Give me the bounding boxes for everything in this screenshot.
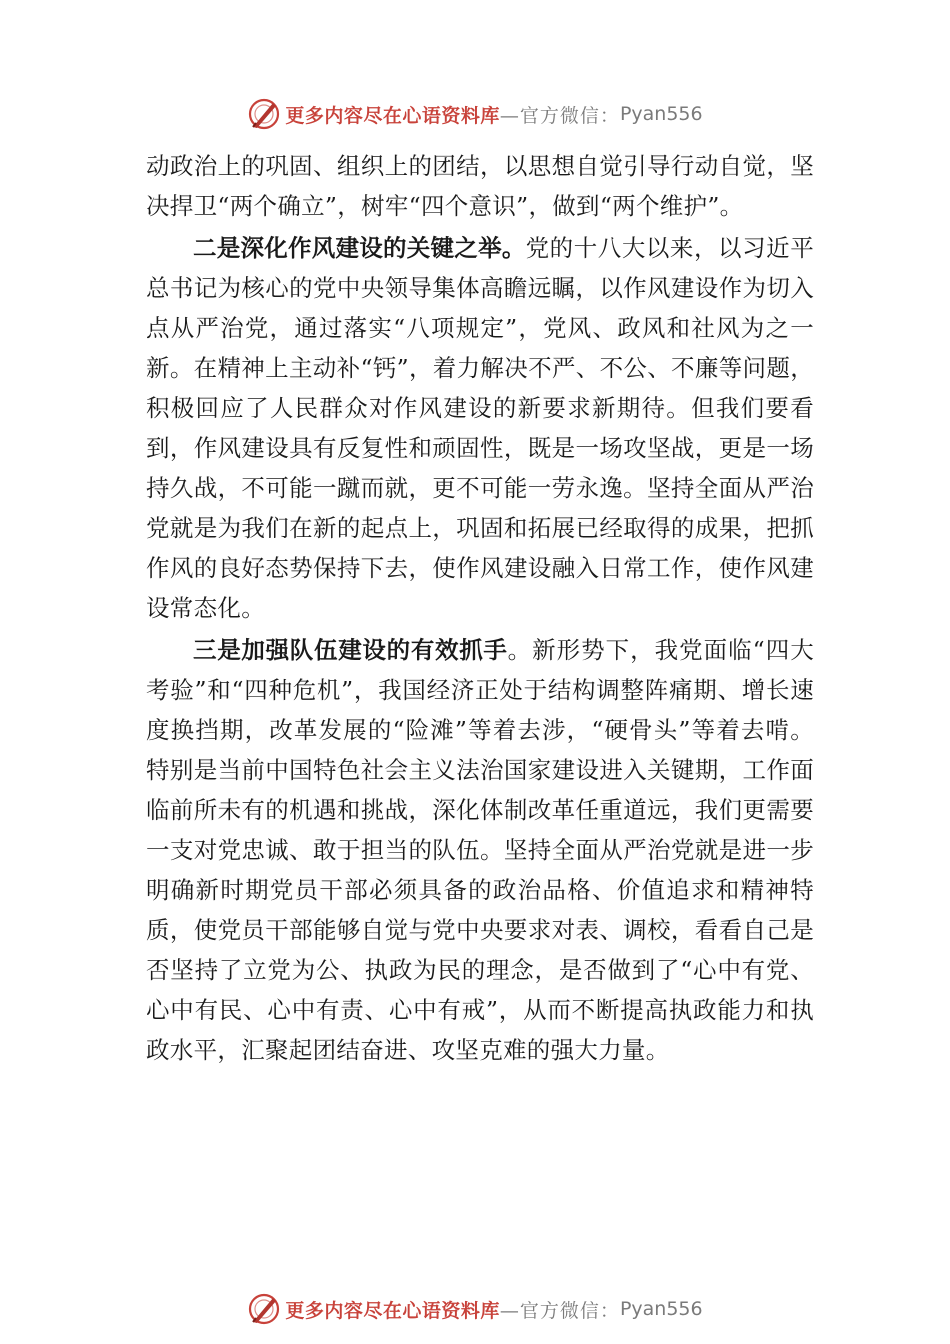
banner-wechat-label: —官方微信： xyxy=(499,104,620,127)
paragraph-text: 党的十八大以来，以习近平总书记为核心的党中央领导集体高瞻远瞩，以作风建设作为切入点从严治党，通过落实“八项规定”，党风、政风和社风为之一新。在精神上主动补“钙”，着力解决不严、不公、不廉等问题，积极回应了人民群众对作风建设的新要求新期待。但我们要看到，作风建设具有反复性和顽固性，既是一场攻坚战，更是一场持久战，不可能一蹴而就，更不可能一劳永逸。坚持全面从严治党就是为我们在新的起点上，巩固和拓展已经取得的成果，把抓作风的良好态势保持下去，使作风建设融入日常工作，使作风建设常态化。 xyxy=(146,234,815,622)
document-body xyxy=(146,146,814,1070)
paragraph-text: 。新形势下，我党面临“四大考验”和“四种危机”，我国经济正处于结构调整阵痛期、增长速度换挡期，改革发展的“险滩”等着去涉，“硬骨头”等着去啃。特别是当前中国特色社会主义法治国家建设进入关键期，工作面临前所未有的机遇和挑战，深化体制改革任重道远，我们更需要一支对党忠诚、敢于担当的队伍。坚持全面从严治党就是进一步明确新时期党员干部必须具备的政治品格、价值追求和精神特质，使党员干部能够自觉与党中央要求对表、调校，看看自己是否坚持了立党为公、执政为民的理念，是否做到了“心中有党、心中有民、心中有责、心中有戒”，从而不断提高执政能力和执政水平，汇聚起团结奋进、攻坚克难的强大力量。 xyxy=(146,636,814,1064)
banner-library-text: 更多内容尽在心语资料库 xyxy=(285,1299,500,1322)
header-banner xyxy=(0,94,950,134)
banner-wechat-id: Pyan556 xyxy=(619,1298,703,1320)
paragraph-continuation: 动政治上的巩固、组织上的团结，以思想自觉引导行动自觉，坚决捍卫“两个确立”，树牢“四个意识”，做到“两个维护”。 xyxy=(146,152,814,220)
banner-wechat-label: —官方微信： xyxy=(499,1299,620,1322)
paragraph-style-building xyxy=(146,228,814,628)
footer-banner xyxy=(0,1289,950,1329)
quill-logo-icon xyxy=(247,1292,281,1326)
banner-wechat-id: Pyan556 xyxy=(619,103,703,125)
quill-logo-icon xyxy=(247,97,281,131)
paragraph-team-building xyxy=(146,630,814,1070)
banner-library-text: 更多内容尽在心语资料库 xyxy=(285,104,500,127)
paragraph-lead-heading: 二是深化作风建设的关键之举。 xyxy=(193,234,526,262)
paragraph-lead-heading: 三是加强队伍建设的有效抓手 xyxy=(193,636,508,664)
